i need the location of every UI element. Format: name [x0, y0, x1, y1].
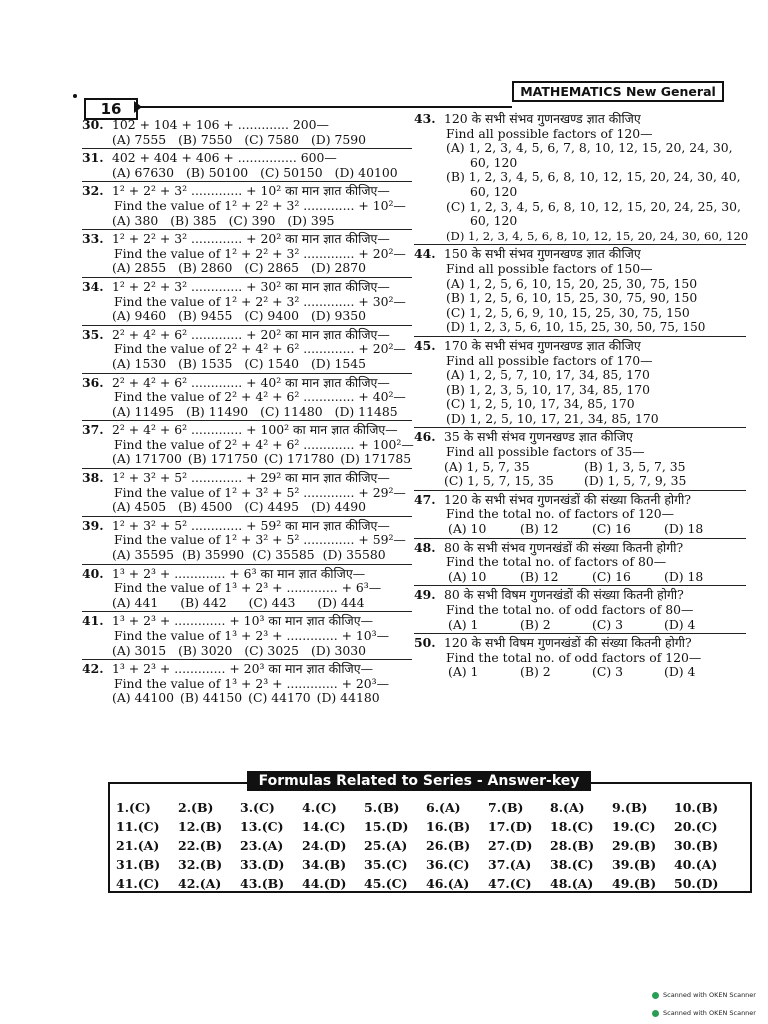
- options: [444, 570, 746, 585]
- option: (C) 1, 2, 3, 4, 5, 6, 8, 10, 12, 15, 20, 24, 25, 30,: [446, 198, 741, 214]
- option: (C) 1, 5, 7, 15, 35: [444, 473, 554, 489]
- book-title: MATHEMATICS New General: [512, 81, 724, 102]
- options: [112, 166, 412, 181]
- question-number: 33.: [82, 231, 104, 247]
- answer-key-item: 4.(C): [302, 800, 337, 815]
- answer-key-item: 33.(D): [240, 857, 285, 872]
- option: (B) 35990: [181, 547, 245, 563]
- option: (A) 441: [112, 594, 159, 610]
- option: (D) 444: [317, 594, 365, 610]
- answer-key-item: 35.(C): [364, 857, 408, 872]
- option: (B) 1, 2, 3, 5, 10, 17, 34, 85, 170: [446, 381, 650, 397]
- answer-key-item: 21.(A): [116, 838, 160, 853]
- question-31: [82, 151, 412, 182]
- question-number: 41.: [82, 613, 104, 629]
- question-number: 36.: [82, 374, 104, 390]
- answer-key-item: 6.(A): [426, 800, 461, 815]
- answer-key-item: 41.(C): [116, 876, 160, 891]
- question-30: [82, 118, 412, 149]
- option: (B) 385: [170, 212, 217, 228]
- answer-key-item: 22.(B): [178, 838, 223, 853]
- option: (C) 4495: [244, 499, 299, 515]
- header-rule: [140, 106, 512, 108]
- question-37: [82, 423, 412, 469]
- answer-key-item: 3.(C): [240, 800, 275, 815]
- question-text-hindi: 1³ + 2³ + ............. + 20³ का मान ज्ञात कीजिए—: [112, 661, 373, 677]
- question-text-english: Find all possible factors of 150—: [446, 260, 653, 276]
- question-text-english: Find the value of 1² + 3² + 5² ............. + 59²—: [114, 532, 406, 548]
- question-text-english: Find the total no. of factors of 80—: [446, 554, 667, 570]
- question-text-english: Find the value of 2² + 4² + 6² ............. + 20²—: [114, 341, 406, 357]
- scanner-watermark: [652, 1009, 756, 1017]
- question-text-hindi: 2² + 4² + 6² ............. + 20² का मान ज्ञात कीजिए—: [112, 326, 390, 342]
- question-50: [414, 636, 746, 681]
- option: (C) 2865: [244, 260, 299, 276]
- option: (C) 1, 2, 5, 6, 9, 10, 15, 25, 30, 75, 150: [446, 304, 690, 320]
- answer-key-item: 46.(A): [426, 876, 470, 891]
- answer-key-item: 12.(B): [178, 819, 223, 834]
- option: (D) 2870: [310, 260, 367, 276]
- answer-key-item: 49.(B): [612, 876, 657, 891]
- answer-key-item: 36.(C): [426, 857, 470, 872]
- question-text-hindi: 120 के सभी संभव गुणनखंडों की संख्या कितनी होगी?: [444, 491, 691, 507]
- answer-key-item: 23.(A): [240, 838, 284, 853]
- option: (C) 390: [228, 212, 276, 228]
- option: (B) 4500: [178, 499, 233, 515]
- question-number: 31.: [82, 150, 104, 166]
- question-text-english: Find the total no. of factors of 120—: [446, 506, 675, 522]
- question-49: [414, 588, 746, 634]
- option: (A) 10: [448, 521, 487, 537]
- options: [112, 596, 412, 611]
- option: (A) 380: [112, 212, 159, 228]
- option: (C) 11480: [260, 403, 323, 419]
- question-43: [414, 111, 749, 245]
- question-number: 39.: [82, 517, 104, 533]
- option: (B) 1, 3, 5, 7, 35: [584, 458, 686, 474]
- option: (A) 1530: [112, 355, 167, 371]
- question-number: 32.: [82, 183, 104, 199]
- option-continued: 60, 120: [470, 183, 518, 199]
- options: [112, 644, 412, 659]
- option: (D) 35580: [322, 547, 386, 563]
- answer-key-item: 14.(C): [302, 819, 346, 834]
- question-number: 30.: [82, 117, 104, 132]
- option: (D) 3030: [310, 642, 367, 658]
- answer-key-item: 25.(A): [364, 838, 408, 853]
- question-number: 49.: [414, 587, 436, 603]
- options: [444, 460, 746, 489]
- answer-key-item: 42.(A): [178, 876, 222, 891]
- options: [444, 618, 746, 633]
- option: (B) 44150: [179, 690, 243, 706]
- option: (C) 3: [592, 664, 623, 680]
- answer-key-item: 10.(B): [674, 800, 719, 815]
- option: (D) 1, 5, 7, 9, 35: [584, 473, 687, 489]
- question-text-hindi: 1² + 2² + 3² ............. + 10² का मान ज्ञात कीजिए—: [112, 183, 390, 199]
- option: (D) 395: [287, 212, 335, 228]
- question-text-english: Find all possible factors of 35—: [446, 444, 645, 460]
- option: (D) 9350: [310, 308, 367, 324]
- question-40: [82, 567, 412, 613]
- answer-key-item: 39.(B): [612, 857, 657, 872]
- question-text-english: Find the value of 2² + 4² + 6² ............. + 40²—: [114, 389, 406, 405]
- answer-key-item: 9.(B): [612, 800, 648, 815]
- option: (A) 11495: [112, 403, 174, 419]
- option: (A) 171700: [112, 451, 182, 467]
- question-text-hindi: 35 के सभी संभव गुणनखण्ड ज्ञात कीजिए: [444, 429, 633, 445]
- option: (B) 50100: [185, 164, 249, 180]
- option: (C) 16: [592, 568, 631, 584]
- option: (D) 4490: [310, 499, 367, 515]
- question-text-hindi: 1² + 3² + 5² ............. + 29² का मान ज्ञात कीजिए—: [112, 470, 390, 486]
- option: (C) 7580: [244, 131, 299, 147]
- question-45: [414, 339, 746, 429]
- answer-key-item: 34.(B): [302, 857, 347, 872]
- question-number: 38.: [82, 470, 104, 486]
- answer-key-item: 27.(D): [488, 838, 533, 853]
- option: (A) 9460: [112, 308, 167, 324]
- options: [112, 133, 412, 148]
- options: [112, 309, 412, 324]
- option: (D) 1, 2, 3, 4, 5, 6, 8, 10, 12, 15, 20, 24, 30, 60, 120: [446, 228, 749, 243]
- option: (B) 12: [520, 568, 559, 584]
- answer-key-item: 18.(C): [550, 819, 594, 834]
- question-text-hindi: 150 के सभी संभव गुणनखण्ड ज्ञात कीजिए: [444, 246, 641, 262]
- question-35: [82, 328, 412, 374]
- answer-key-item: 1.(C): [116, 800, 151, 815]
- question-number: 47.: [414, 491, 436, 507]
- option: (C) 171780: [263, 451, 335, 467]
- option: (B) 11490: [185, 403, 249, 419]
- answer-key-item: 19.(C): [612, 819, 656, 834]
- option: (A) 1, 5, 7, 35: [444, 458, 530, 474]
- option: (A) 1, 2, 5, 6, 10, 15, 20, 25, 30, 75, 150: [446, 275, 698, 291]
- question-44: [414, 247, 746, 337]
- options: [112, 214, 412, 229]
- question-number: 43.: [414, 111, 436, 126]
- question-text-english: Find the value of 1² + 2² + 3² ............. + 30²—: [114, 293, 406, 309]
- option: (B) 1, 2, 3, 4, 5, 6, 8, 10, 12, 15, 20, 24, 30, 40,: [446, 169, 741, 185]
- margin-dot: [73, 94, 77, 98]
- answer-key-item: 11.(C): [116, 819, 160, 834]
- option: (A) 1, 2, 3, 4, 5, 6, 7, 8, 10, 12, 15, 20, 24, 30,: [446, 140, 733, 156]
- answer-key-item: 44.(D): [302, 876, 347, 891]
- option: (D) 1545: [310, 355, 367, 371]
- option: (B) 2860: [178, 260, 233, 276]
- option: (B) 171750: [187, 451, 258, 467]
- option: (C) 9400: [244, 308, 299, 324]
- answer-key-item: 45.(C): [364, 876, 408, 891]
- question-text-hindi: 80 के सभी विषम गुणनखंडों की संख्या कितनी होगी?: [444, 587, 684, 603]
- question-33: [82, 232, 412, 278]
- answer-key-item: 47.(C): [488, 876, 532, 891]
- question-number: 45.: [414, 337, 436, 353]
- question-text-english: Find the value of 1² + 2² + 3² ............. + 10²—: [114, 197, 406, 213]
- option: (B) 12: [520, 521, 559, 537]
- option: (D) 44180: [316, 690, 380, 706]
- options: [112, 452, 412, 467]
- answer-key-item: 32.(B): [178, 857, 223, 872]
- question-47: [414, 493, 746, 539]
- question-34: [82, 280, 412, 326]
- question-number: 44.: [414, 246, 436, 262]
- options: [112, 548, 412, 563]
- option: (A) 2855: [112, 260, 167, 276]
- question-number: 37.: [82, 422, 104, 438]
- scanner-watermark: [652, 991, 756, 999]
- answer-key-item: 5.(B): [364, 800, 400, 815]
- option: (D) 1, 2, 3, 5, 6, 10, 15, 25, 30, 50, 75, 150: [446, 320, 706, 335]
- option: (C) 44170: [248, 690, 311, 706]
- option: (C) 443: [248, 594, 296, 610]
- option: (C) 1540: [244, 355, 299, 371]
- question-text: 402 + 404 + 406 + ............... 600—: [112, 150, 337, 166]
- option: (A) 10: [448, 568, 487, 584]
- options: [112, 405, 412, 420]
- answer-key-title: Formulas Related to Series - Answer-key: [247, 771, 591, 791]
- question-text: 102 + 104 + 106 + ............. 200—: [112, 117, 329, 132]
- answer-key-item: 2.(B): [178, 800, 214, 815]
- answer-key-item: 20.(C): [674, 819, 718, 834]
- scanner-logo-icon: [652, 992, 659, 999]
- question-48: [414, 541, 746, 587]
- answer-key-item: 29.(B): [612, 838, 657, 853]
- option: (D) 7590: [310, 131, 367, 147]
- scanner-text: Scanned with OKEN Scanner: [663, 991, 756, 999]
- option: (D) 11485: [334, 403, 398, 419]
- options: [112, 691, 412, 706]
- option: (A) 67630: [112, 164, 174, 180]
- question-text-english: Find all possible factors of 170—: [446, 352, 653, 368]
- question-text-hindi: 1² + 2² + 3² ............. + 20² का मान ज्ञात कीजिए—: [112, 231, 390, 247]
- question-32: [82, 184, 412, 230]
- option: (C) 50150: [260, 164, 323, 180]
- answer-key-item: 38.(C): [550, 857, 594, 872]
- option: (C) 3: [592, 616, 623, 632]
- answer-key-item: 24.(D): [302, 838, 347, 853]
- option: (A) 4505: [112, 499, 167, 515]
- option: (C) 16: [592, 521, 631, 537]
- question-text-hindi: 1³ + 2³ + ............. + 6³ का मान ज्ञात कीजिए—: [112, 565, 366, 581]
- question-number: 50.: [414, 635, 436, 651]
- question-text-hindi: 1² + 2² + 3² ............. + 30² का मान ज्ञात कीजिए—: [112, 278, 390, 294]
- left-column: [82, 118, 412, 709]
- answer-key-grid: [116, 800, 746, 891]
- question-number: 35.: [82, 326, 104, 342]
- answer-key-item: 7.(B): [488, 800, 524, 815]
- question-text-english: Find the value of 1³ + 2³ + ............. + 10³—: [114, 628, 390, 643]
- option: (B) 3020: [178, 642, 233, 658]
- option: (D) 18: [664, 521, 704, 537]
- option: (B) 442: [180, 594, 227, 610]
- option: (B) 2: [520, 664, 551, 680]
- question-text-hindi: 120 के सभी विषम गुणनखंडों की संख्या कितनी होगी?: [444, 635, 692, 651]
- answer-key-item: 13.(C): [240, 819, 284, 834]
- option: (C) 35585: [252, 547, 315, 563]
- option: (D) 171785: [340, 451, 412, 467]
- option: (A) 35595: [112, 547, 174, 563]
- option: (C) 3025: [244, 642, 299, 658]
- answer-key-item: 26.(B): [426, 838, 471, 853]
- page-number: 16: [84, 98, 138, 120]
- question-36: [82, 376, 412, 422]
- question-42: [82, 662, 412, 707]
- options: [444, 665, 746, 680]
- scanner-text: Scanned with OKEN Scanner: [663, 1009, 756, 1017]
- option: (A) 1: [448, 664, 479, 680]
- question-text-english: Find the value of 1² + 3² + 5² ............. + 29²—: [114, 484, 406, 500]
- answer-key-item: 37.(A): [488, 857, 532, 872]
- option: (A) 7555: [112, 131, 167, 147]
- answer-key-item: 16.(B): [426, 819, 471, 834]
- question-text-english: Find all possible factors of 120—: [446, 125, 653, 141]
- question-number: 46.: [414, 429, 436, 445]
- question-text-english: Find the value of 2² + 4² + 6² ............. + 100²—: [114, 436, 414, 452]
- question-41: [82, 614, 412, 660]
- option: (B) 1, 2, 5, 6, 10, 15, 25, 30, 75, 90, 150: [446, 290, 698, 306]
- question-text-hindi: 80 के सभी संभव गुणनखंडों की संख्या कितनी होगी?: [444, 539, 684, 555]
- question-number: 40.: [82, 565, 104, 581]
- options: [112, 261, 412, 276]
- question-text-english: Find the total no. of odd factors of 80—: [446, 602, 694, 617]
- question-text-hindi: 1² + 3² + 5² ............. + 59² का मान ज्ञात कीजिए—: [112, 517, 390, 533]
- option: (B) 9455: [178, 308, 233, 324]
- options: [112, 357, 412, 372]
- scanner-logo-icon: [652, 1010, 659, 1017]
- answer-key-item: 48.(A): [550, 876, 594, 891]
- option: (D) 40100: [334, 164, 398, 180]
- option-continued: 60, 120: [470, 154, 518, 170]
- option: (D) 4: [664, 616, 696, 632]
- answer-key-item: 31.(B): [116, 857, 161, 872]
- question-46: [414, 430, 746, 490]
- option: (A) 1: [448, 616, 479, 632]
- question-39: [82, 519, 412, 565]
- answer-key-item: 17.(D): [488, 819, 533, 834]
- option: (A) 3015: [112, 642, 167, 658]
- answer-key-item: 15.(D): [364, 819, 409, 834]
- option: (A) 44100: [112, 690, 174, 706]
- answer-key-item: 28.(B): [550, 838, 595, 853]
- option: (B) 1535: [178, 355, 233, 371]
- question-text-hindi: 2² + 4² + 6² ............. + 40² का मान ज्ञात कीजिए—: [112, 374, 390, 390]
- option: (D) 18: [664, 568, 704, 584]
- answer-key-item: 8.(A): [550, 800, 585, 815]
- answer-key-item: 30.(B): [674, 838, 719, 853]
- option: (C) 1, 2, 5, 10, 17, 34, 85, 170: [446, 396, 635, 412]
- options: [112, 500, 412, 515]
- question-number: 34.: [82, 278, 104, 294]
- option: (B) 7550: [178, 131, 233, 147]
- answer-key-item: 50.(D): [674, 876, 719, 891]
- option: (D) 1, 2, 5, 10, 17, 21, 34, 85, 170: [446, 410, 659, 426]
- question-text-english: Find the value of 1² + 2² + 3² ............. + 20²—: [114, 245, 406, 261]
- answer-key-item: 40.(A): [674, 857, 718, 872]
- option: (A) 1, 2, 5, 7, 10, 17, 34, 85, 170: [446, 367, 650, 383]
- question-text-english: Find the value of 1³ + 2³ + ............. + 20³—: [114, 675, 390, 691]
- option: (D) 4: [664, 664, 696, 680]
- question-number: 48.: [414, 539, 436, 555]
- question-number: 42.: [82, 661, 104, 677]
- question-text-hindi: 2² + 4² + 6² ............. + 100² का मान ज्ञात कीजिए—: [112, 422, 398, 438]
- answer-key-item: 43.(B): [240, 876, 285, 891]
- question-text-hindi: 120 के सभी संभव गुणनखण्ड ज्ञात कीजिए: [444, 111, 641, 126]
- question-text-english: Find the value of 1³ + 2³ + ............. + 6³—: [114, 580, 382, 596]
- question-38: [82, 471, 412, 517]
- question-text-hindi: 1³ + 2³ + ............. + 10³ का मान ज्ञात कीजिए—: [112, 613, 373, 629]
- question-text-english: Find the total no. of odd factors of 120—: [446, 649, 702, 665]
- option-continued: 60, 120: [470, 213, 518, 229]
- right-column: [414, 111, 749, 683]
- question-text-hindi: 170 के सभी संभव गुणनखण्ड ज्ञात कीजिए: [444, 337, 641, 353]
- option: (B) 2: [520, 616, 551, 632]
- options: [444, 522, 746, 537]
